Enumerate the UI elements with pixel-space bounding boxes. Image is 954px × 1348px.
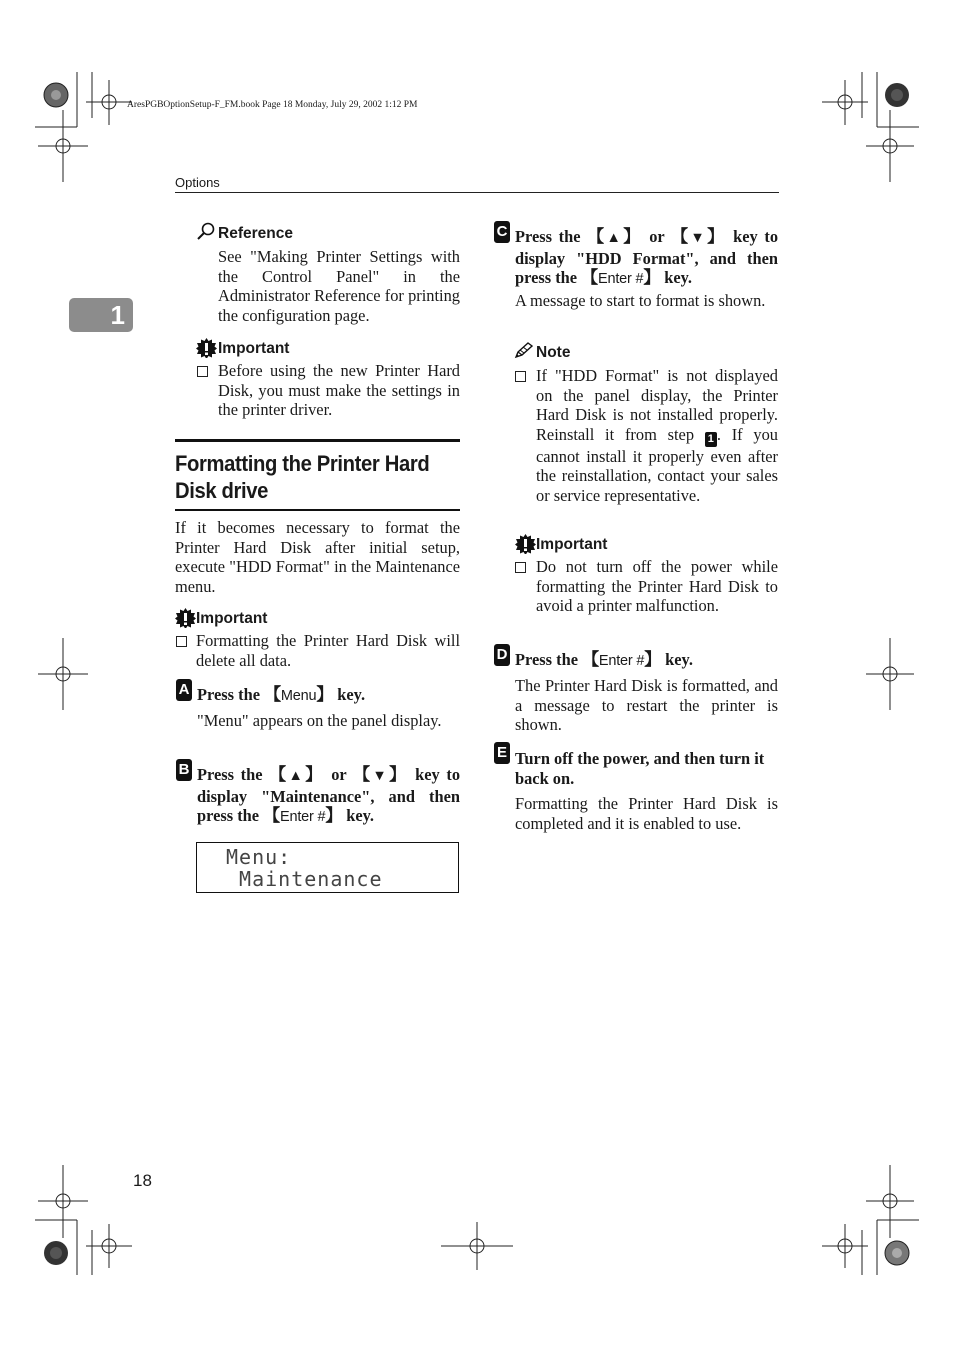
important-icon <box>515 534 536 554</box>
step-5-body: Formatting the Printer Hard Disk is completed and it is enabled to use. <box>515 794 778 833</box>
section-rule-top <box>175 439 460 442</box>
reference-title: Reference <box>218 225 293 242</box>
bullet-box-icon <box>197 366 208 377</box>
step-number-badge: A <box>176 679 192 701</box>
header-divider <box>175 192 779 193</box>
step-2-title: Press the 【▲】 or 【▼】 key to display "Maintenance", and then press the 【Enter #】 key. <box>197 765 461 826</box>
chapter-tab: 1 <box>69 298 133 332</box>
bullet-box-icon <box>515 371 526 382</box>
step-3-title: Press the 【▲】 or 【▼】 key to display "HDD Format", and then press the 【Enter #】 key. <box>515 227 779 288</box>
section-title: Formatting the Printer Hard Disk drive <box>175 451 430 503</box>
note-title: Note <box>536 344 571 361</box>
important-icon <box>175 608 196 628</box>
step-3-body: A message to start to format is shown. <box>515 291 766 310</box>
step-1-title: Press the 【Menu】 key. <box>197 685 366 704</box>
step-number-badge: E <box>494 742 510 764</box>
step-1-body: "Menu" appears on the panel display. <box>197 711 442 730</box>
important-text: Formatting the Printer Hard Disk will delete all data. <box>196 631 460 670</box>
important-title: Important <box>196 610 268 627</box>
bullet-box-icon <box>176 636 187 647</box>
note-text: If "HDD Format" is not displayed on the panel display, the Printer Hard Disk is not installed properly. Reinstall it from step 1 . If you cannot install it properly even after the reinstallation, contact your sales or service representative. <box>536 366 778 505</box>
important-text: Before using the new Printer Hard Disk, you must make the settings in the printer driver. <box>218 361 460 420</box>
magnifier-icon <box>196 222 216 240</box>
panel-display-line-1: Menu: <box>226 845 292 869</box>
section-rule-bottom <box>175 509 460 511</box>
panel-display-line-2: Maintenance <box>226 867 383 891</box>
pencil-icon <box>514 342 534 359</box>
step-reference-badge: 1 <box>705 432 717 447</box>
step-number-badge: C <box>494 221 510 243</box>
print-file-info: AresPGBOptionSetup-F_FM.book Page 18 Monday, July 29, 2002 1:12 PM <box>127 100 418 110</box>
bullet-box-icon <box>515 562 526 573</box>
step-4-body: The Printer Hard Disk is formatted, and a message to restart the printer is shown. <box>515 676 778 735</box>
important-title: Important <box>536 536 608 553</box>
running-header: Options <box>175 175 220 190</box>
reference-text: See "Making Printer Settings with the Control Panel" in the Administrator Reference for printing the configuration page. <box>218 247 460 325</box>
section-intro: If it becomes necessary to format the Printer Hard Disk after initial setup, execute "HDD Format" in the Maintenance menu. <box>175 518 460 596</box>
step-number-badge: D <box>494 644 510 666</box>
step-number-badge: B <box>176 759 192 781</box>
important-title: Important <box>218 340 290 357</box>
panel-display <box>196 842 459 893</box>
step-4-title: Press the 【Enter #】 key. <box>515 650 693 669</box>
important-icon <box>196 338 217 358</box>
important-text: Do not turn off the power while formatting the Printer Hard Disk to avoid a printer malfunction. <box>536 557 778 616</box>
step-5-title: Turn off the power, and then turn it back on. <box>515 749 765 788</box>
page-number: 18 <box>133 1171 152 1190</box>
